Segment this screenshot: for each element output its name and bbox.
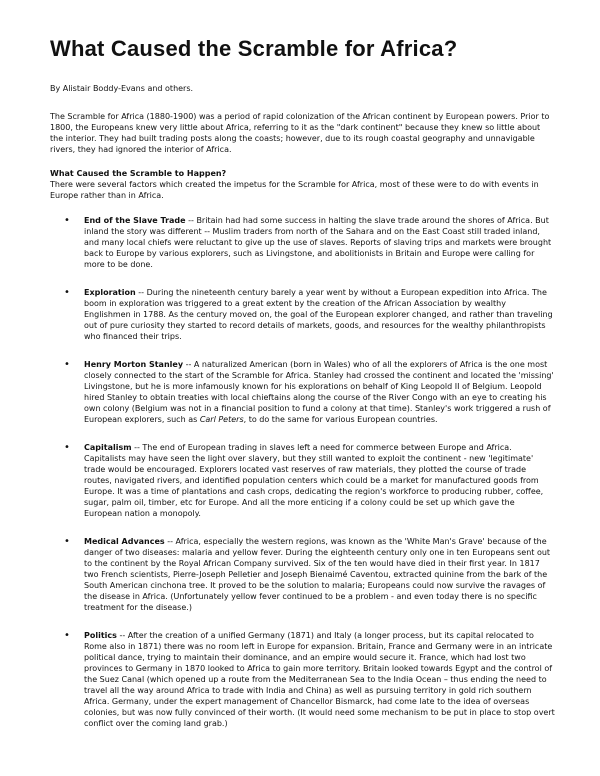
factor-text-tail: , to do the same for various European countries.	[243, 415, 438, 424]
intro-paragraph: The Scramble for Africa (1880-1900) was a period of rapid colonization of the African continent by European powers. Prior to 1800, the Europeans knew very little about Africa, referring to it as the "dark continent" because they knew so little about the interior. They had built trading posts along the coasts; however, due to its rough coastal geography and unnavigable rivers, they had ignored the interior of Africa.	[50, 112, 550, 154]
factor-text: -- Africa, especially the western regions, was known as the 'White Man's Grave' because of the danger of two diseases: malaria and yellow fever. During the eighteenth century only one in ten Europeans sent out to the continent by the Royal African Company survived. Six of the ten would have died in their first year. In 1817 two French scientists, Pierre-Joseph Pelletier and Joseph Bienaimé Caventou, extracted quinine from the bark of the South American cinchona tree. It proved to be the solution to malaria; Europeans could now survive the ravages of the disease in Africa. (Unfortunately yellow fever continued to be a problem - and even today there is no specific treatment for the disease.)	[84, 537, 551, 612]
factor-list	[50, 215, 555, 729]
factor-capitalism	[84, 442, 555, 519]
factor-term: Capitalism	[84, 443, 132, 452]
factor-text: -- The end of European trading in slaves left a need for commerce between Europe and Africa. Capitalists may have seen the light over slavery, but they still wanted to exploit the continent - new 'legitimate' trade would be encouraged. Explorers located vast reserves of raw materials, they plotted the course of trade routes, navigated rivers, and identified population centers which could be a market for manufactured goods from Europe. It was a time of plantations and cash crops, dedicating the region's workforce to producing rubber, coffee, sugar, palm oil, timber, etc for Europe. And all the more enticing if a colony could be set up which gave the European nation a monopoly.	[84, 443, 544, 518]
factor-slave-trade	[84, 215, 555, 270]
page-title: What Caused the Scramble for Africa?	[50, 36, 458, 61]
factor-text: -- During the nineteenth century barely a year went by without a European expedition into Africa. The boom in exploration was triggered to a great extent by the creation of the African Association by wealthy Englishmen in 1788. As the century moved on, the goal of the European explorer changed, and rather than traveling out of pure curiosity they started to record details of markets, goods, and resources for the wealthy philanthropists who financed their trips.	[84, 288, 553, 341]
factor-term: End of the Slave Trade	[84, 216, 186, 225]
factor-politics	[84, 630, 555, 729]
factor-text: -- After the creation of a unified Germany (1871) and Italy (a longer process, but its capital relocated to Rome also in 1871) there was no room left in Europe for expansion. Britain, France and Germany were in an intricate political dance, trying to maintain their dominance, and an empire would secure it. France, which had lost two provinces to Germany in 1870 looked to Africa to gain more territory. Britain looked towards Egypt and the control of the Suez Canal (which opened up a route from the Mediterranean Sea to the India Ocean – thus ending the need to travel all the way around Africa to trade with India and China) as well as pursuing territory in gold rich southern Africa. Germany, under the expert management of Chancellor Bismarck, had come late to the idea of overseas colonies, but was now fully convinced of their worth. (It would need some mechanism to be put in place to stop overt conflict over the coming land grab.)	[84, 631, 555, 728]
factor-medical	[84, 536, 555, 613]
section-heading: What Caused the Scramble to Happen?	[50, 169, 227, 178]
factor-term: Henry Morton Stanley	[84, 360, 184, 369]
factor-text: -- Britain had had some success in halting the slave trade around the shores of Africa. But inland the story was different -- Muslim traders from north of the Sahara and on the East Coast still traded inland, and many local chiefs were reluctant to give up the use of slaves. Reports of slaving trips and markets were brought back to Europe by various explorers, such as Livingstone, and abolitionists in Britain and Europe were calling for more to be done.	[84, 216, 552, 269]
factor-term: Medical Advances	[84, 537, 165, 546]
factor-text: -- A naturalized American (born in Wales) who of all the explorers of Africa is the one most closely connected to the start of the Scramble for Africa. Stanley had crossed the continent and located the 'missing' Livingstone, but he is more infamously known for his explorations on behalf of King Leopold II of Belgium. Leopold hired Stanley to obtain treaties with local chieftains along the course of the River Congo with an eye to creating his own colony (Belgium was not in a financial position to fund a colony at that time). Stanley's work triggered a rush of European explorers, such as	[84, 360, 554, 424]
factor-term: Politics	[84, 631, 117, 640]
author-line: By Alistair Boddy-Evans and others.	[50, 84, 194, 93]
factor-stanley	[84, 359, 555, 425]
factor-exploration	[84, 287, 555, 342]
factor-term: Exploration	[84, 288, 136, 297]
factor-italic-name: Carl Peters	[199, 415, 244, 424]
document-page	[50, 36, 555, 746]
section-intro: There were several factors which created the impetus for the Scramble for Africa, most of these were to do with events in Europe rather than in Africa.	[50, 180, 539, 200]
